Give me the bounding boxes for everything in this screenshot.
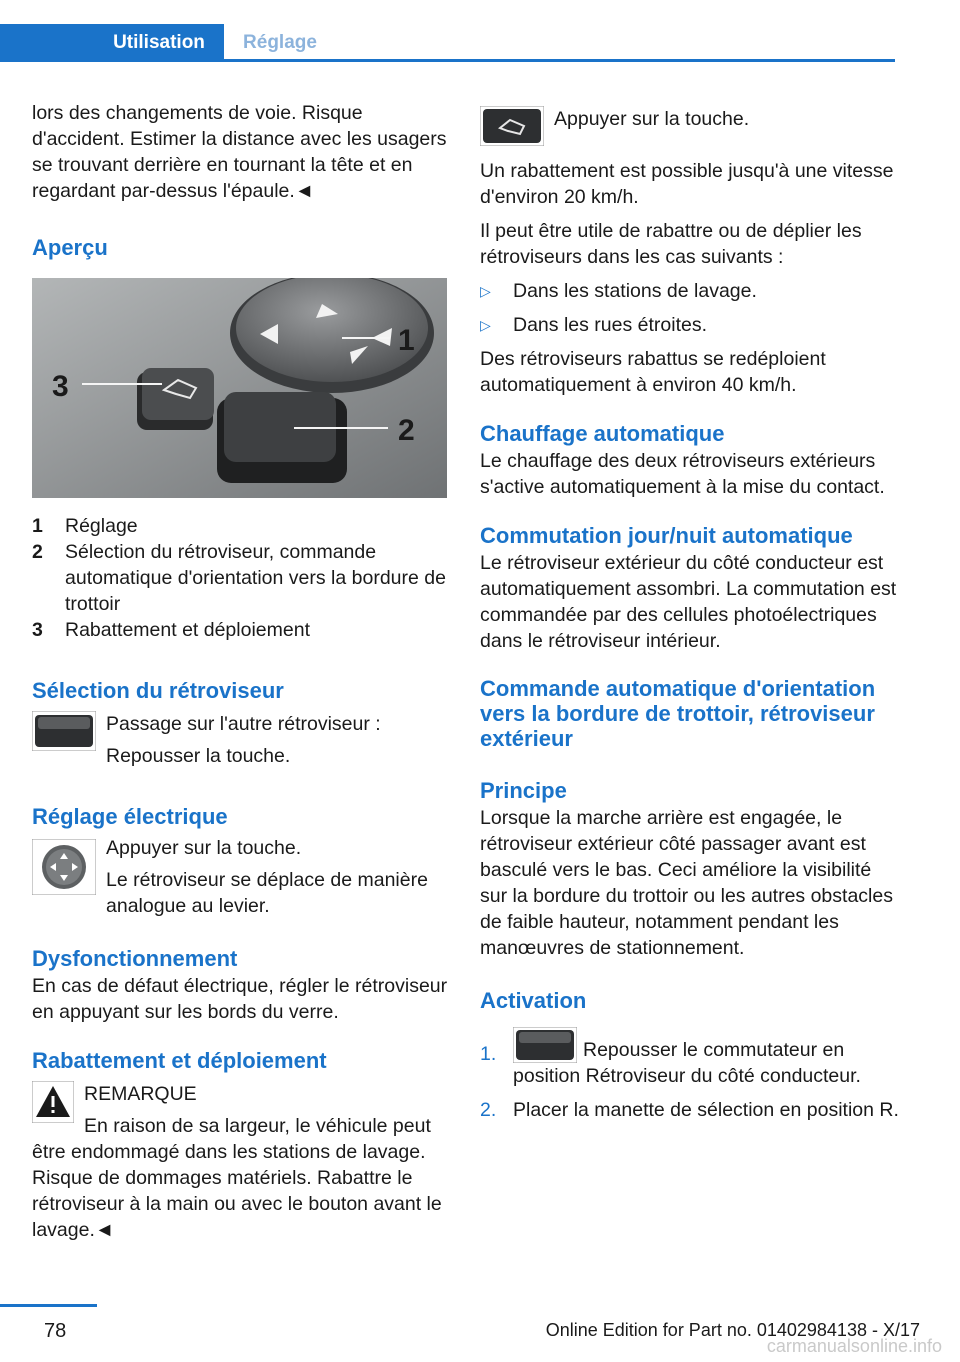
selection-heading: Sélection du rétroviseur bbox=[32, 678, 284, 703]
triangle-bullet-icon: ▷ bbox=[480, 283, 491, 299]
watermark: carmanualsonline.info bbox=[766, 1336, 942, 1356]
chauffage-heading: Chauffage automatique bbox=[480, 421, 725, 446]
commutation-heading: Commutation jour/nuit automatique bbox=[480, 523, 853, 548]
intro-paragraph: lors des changements de voie. Risque d'accident. Estimer la distance avec les usagers se trouvant derrière en tournant la tête et en regardant par-dessus l'épaule.◄ bbox=[32, 102, 447, 202]
list-item-text: Dans les rues étroites. bbox=[513, 314, 708, 336]
selection-line-1: Passage sur l'autre rétroviseur : bbox=[106, 713, 381, 735]
selection-block bbox=[32, 711, 452, 769]
warning-icon bbox=[32, 1081, 74, 1123]
photo-label-3: 3 bbox=[52, 370, 69, 403]
appuyer-block bbox=[480, 106, 900, 146]
list-item bbox=[480, 278, 900, 304]
tab-reglage[interactable]: Réglage bbox=[243, 32, 317, 53]
commande-heading: Commande automatique d'orientation vers la bordure de trottoir, rétroviseur extérieur bbox=[480, 676, 876, 751]
reglage-line-1: Appuyer sur la touche. bbox=[106, 837, 302, 859]
legend-item bbox=[32, 617, 452, 643]
chauffage-text: Le chauffage des deux rétroviseurs extérieurs s'active automatiquement à la mise du contact. bbox=[480, 450, 885, 498]
mirror-control-photo bbox=[32, 278, 447, 498]
legend-number: 3 bbox=[32, 619, 43, 641]
step-item bbox=[480, 1027, 900, 1089]
reglage-line-2: Le rétroviseur se déplace de manière analogue au levier. bbox=[106, 869, 428, 917]
rabattement-speed-text: Un rabattement est possible jusqu'à une vitesse d'environ 20 km/h. bbox=[480, 160, 894, 208]
activation-heading: Activation bbox=[480, 988, 587, 1013]
reglage-block bbox=[32, 835, 452, 919]
tab-bar bbox=[0, 0, 895, 62]
redeploiement-text: Des rétroviseurs rabattus se redéploient automatiquement à environ 40 km/h. bbox=[480, 348, 826, 396]
selection-line-2: Repousser la touche. bbox=[106, 745, 291, 767]
footer-accent-line bbox=[0, 1304, 97, 1307]
activation-steps bbox=[480, 1027, 900, 1123]
triangle-bullet-icon: ▷ bbox=[480, 317, 491, 333]
rabattement-cases-text: Il peut être utile de rabattre ou de déplier les rétroviseurs dans les cas suivants : bbox=[480, 220, 862, 268]
step-number: 2. bbox=[480, 1099, 497, 1121]
switch-button-icon bbox=[32, 711, 96, 751]
cases-list bbox=[480, 278, 900, 338]
legend-list bbox=[32, 513, 452, 643]
remarque-text: En raison de sa largeur, le véhicule peut être endommagé dans les stations de lavage. Risque de dommages matériels. Rabattre le rétroviseur à la main ou avec le bouton avant le lavage.◄ bbox=[32, 1115, 442, 1241]
tab-bar-accent bbox=[0, 24, 94, 62]
step-text: Repousser le commutateur en position Rétroviseur du côté conducteur. bbox=[513, 1039, 861, 1087]
step-content bbox=[513, 1027, 900, 1089]
appuyer-text: Appuyer sur la touche. bbox=[554, 108, 750, 130]
tab-utilisation[interactable]: Utilisation bbox=[94, 24, 224, 62]
remarque-label: REMARQUE bbox=[84, 1083, 197, 1105]
step-number: 1. bbox=[480, 1043, 497, 1065]
legend-text: Rabattement et déploiement bbox=[65, 619, 310, 641]
legend-item bbox=[32, 513, 452, 539]
photo-label-2: 2 bbox=[398, 414, 415, 447]
legend-number: 2 bbox=[32, 541, 43, 563]
tab-bar-underline bbox=[0, 59, 895, 62]
list-item bbox=[480, 312, 900, 338]
legend-text: Réglage bbox=[65, 515, 138, 537]
legend-number: 1 bbox=[32, 515, 43, 537]
edition-footer: Online Edition for Part no. 01402984138 - X/17 bbox=[545, 1320, 920, 1340]
principe-heading: Principe bbox=[480, 778, 567, 803]
step-item bbox=[480, 1097, 900, 1123]
fold-button-icon bbox=[480, 106, 544, 146]
commutation-text: Le rétroviseur extérieur du côté conducteur est automatiquement assombri. La commutation est commandée par des cellules photoélectriques dans le rétroviseur intérieur. bbox=[480, 552, 897, 652]
dysfonctionnement-text: En cas de défaut électrique, régler le rétroviseur en appuyant sur les bords du verre. bbox=[32, 975, 448, 1023]
switch-button-icon bbox=[513, 1027, 577, 1063]
right-column bbox=[480, 106, 900, 1123]
principe-text: Lorsque la marche arrière est engagée, le rétroviseur extérieur côté passager avant est basculé vers le bas. Ceci améliore la visibilité sur la bordure du trottoir ou les autres obstacles de faible hauteur, notamment pendant les manœuvres de stationnement. bbox=[480, 807, 893, 959]
legend-text: Sélection du rétroviseur, commande automatique d'orientation vers la bordure de trottoir bbox=[65, 541, 446, 615]
remarque-block bbox=[32, 1081, 452, 1243]
photo-label-1: 1 bbox=[398, 324, 415, 357]
dysfonctionnement-heading: Dysfonctionnement bbox=[32, 946, 238, 971]
left-column bbox=[32, 100, 452, 1243]
adjust-knob-icon bbox=[32, 839, 96, 895]
page-number: 78 bbox=[44, 1320, 67, 1342]
legend-item bbox=[32, 539, 452, 617]
reglage-electrique-heading: Réglage électrique bbox=[32, 804, 228, 829]
rabattement-heading: Rabattement et déploiement bbox=[32, 1048, 327, 1073]
step-text: Placer la manette de sélection en position R. bbox=[513, 1099, 899, 1121]
list-item-text: Dans les stations de lavage. bbox=[513, 280, 757, 302]
apercu-heading: Aperçu bbox=[32, 235, 108, 260]
